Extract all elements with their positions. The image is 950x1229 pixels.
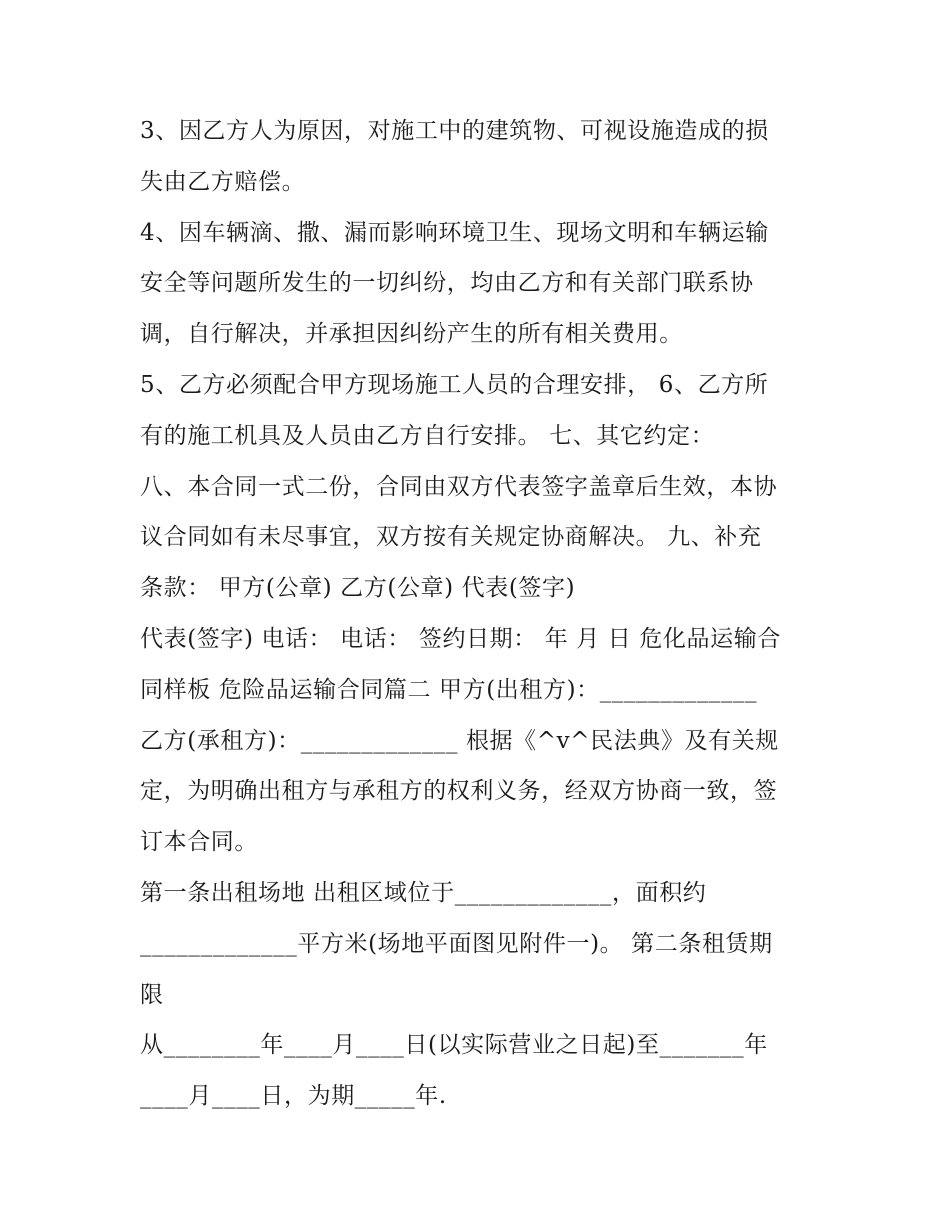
text-line: _____________平方米(场地平面图见附件一)。 第二条租赁期: [140, 930, 773, 957]
text-line: ____月____日，为期_____年.: [140, 1083, 447, 1110]
text-line: 议合同如有未尽事宜，双方按有关规定协商解决。 九、补充: [140, 524, 762, 551]
text-line: 有的施工机具及人员由乙方自行安排。 七、其它约定：: [140, 422, 715, 449]
text-line: 同样板 危险品运输合同篇二 甲方(出租方)：_____________: [140, 676, 758, 703]
text-line: 第一条出租场地 出租区域位于_____________，面积约: [140, 879, 707, 906]
text-line: 限: [140, 981, 164, 1008]
text-line: 安全等问题所发生的一切纠纷，均由乙方和有关部门联系协: [140, 270, 754, 297]
text-line: 4、因车辆滴、撒、漏而影响环境卫生、现场文明和车辆运输: [140, 219, 769, 246]
text-line: 代表(签字) 电话： 电话： 签约日期： 年 月 日 危化品运输合: [140, 625, 781, 652]
text-line: 调，自行解决，并承担因纠纷产生的所有相关费用。: [140, 321, 683, 348]
text-line: 条款： 甲方(公章) 乙方(公章) 代表(签字): [140, 575, 576, 602]
text-line: 失由乙方赔偿。: [140, 168, 306, 195]
text-line: 3、因乙方人为原因，对施工中的建筑物、可视设施造成的损: [140, 118, 769, 144]
text-line: 八、本合同一式二份，合同由双方代表签字盖章后生效，本协: [140, 473, 778, 500]
text-line: 5、乙方必须配合甲方现场施工人员的合理安排， 6、乙方所: [140, 371, 769, 398]
text-line: 乙方(承租方)：_____________ 根据《^v^民法典》及有关规: [140, 727, 779, 754]
contract-text: [140, 106, 830, 1122]
text-line: 订本合同。: [140, 829, 258, 856]
text-line: 从________年____月____日(以实际营业之日起)至_______年: [140, 1032, 768, 1059]
text-line: 定，为明确出租方与承租方的权利义务，经双方协商一致，签: [140, 778, 778, 805]
